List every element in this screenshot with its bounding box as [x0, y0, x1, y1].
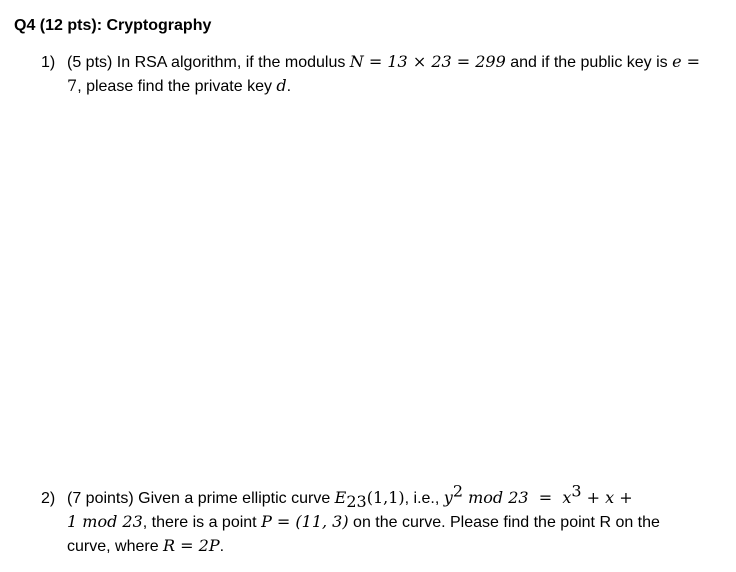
question-2-text-3: , there is a point — [142, 514, 262, 531]
equation-rest: + x + — [581, 488, 633, 507]
question-2-number: 2) — [41, 490, 56, 507]
curve-args: (1,1) — [366, 488, 405, 507]
question-1-text-2: and if the public key is — [505, 54, 673, 71]
equation-y-exponent: 2 — [452, 481, 463, 501]
private-key-symbol: d — [276, 76, 287, 95]
question-2-line-3 — [41, 534, 731, 558]
page-title: Q4 (12 pts): Cryptography — [14, 17, 212, 34]
question-1-text: (5 pts) In RSA algorithm, if the modulus — [67, 54, 350, 71]
public-key-value: 7 — [67, 76, 78, 95]
question-2-period: . — [219, 538, 225, 555]
question-1-line-1 — [41, 50, 731, 74]
equation-x-exponent: 3 — [571, 481, 582, 501]
question-2-text-4: on the curve. Please find the point R on the — [348, 514, 660, 531]
equation-mod-tail: 1 mod 23 — [67, 512, 143, 531]
question-2-text-2: , i.e., — [404, 490, 444, 507]
modulus-equation: N = 13 × 23 = 299 — [349, 52, 506, 71]
curve-symbol: E — [334, 488, 347, 507]
question-1 — [41, 50, 731, 98]
equation-x: x — [562, 488, 572, 507]
question-2-line-1 — [41, 481, 731, 512]
point-r-equation: R = 2P — [163, 536, 220, 555]
question-2-text-5: curve, where — [67, 538, 164, 555]
question-1-period: . — [286, 78, 292, 95]
equation-mod: mod 23 = — [463, 488, 563, 507]
question-2-line-2 — [41, 510, 731, 534]
question-1-number: 1) — [41, 54, 56, 71]
question-2 — [41, 481, 731, 558]
question-2-text: (7 points) Given a prime elliptic curve — [67, 490, 335, 507]
equation-y: y — [443, 488, 453, 507]
curve-subscript: 23 — [346, 492, 367, 512]
question-1-text-3: , please find the private key — [77, 78, 277, 95]
public-key-symbol: e = — [672, 52, 701, 71]
question-1-line-2 — [41, 74, 731, 98]
point-p: P = (11, 3) — [261, 512, 349, 531]
